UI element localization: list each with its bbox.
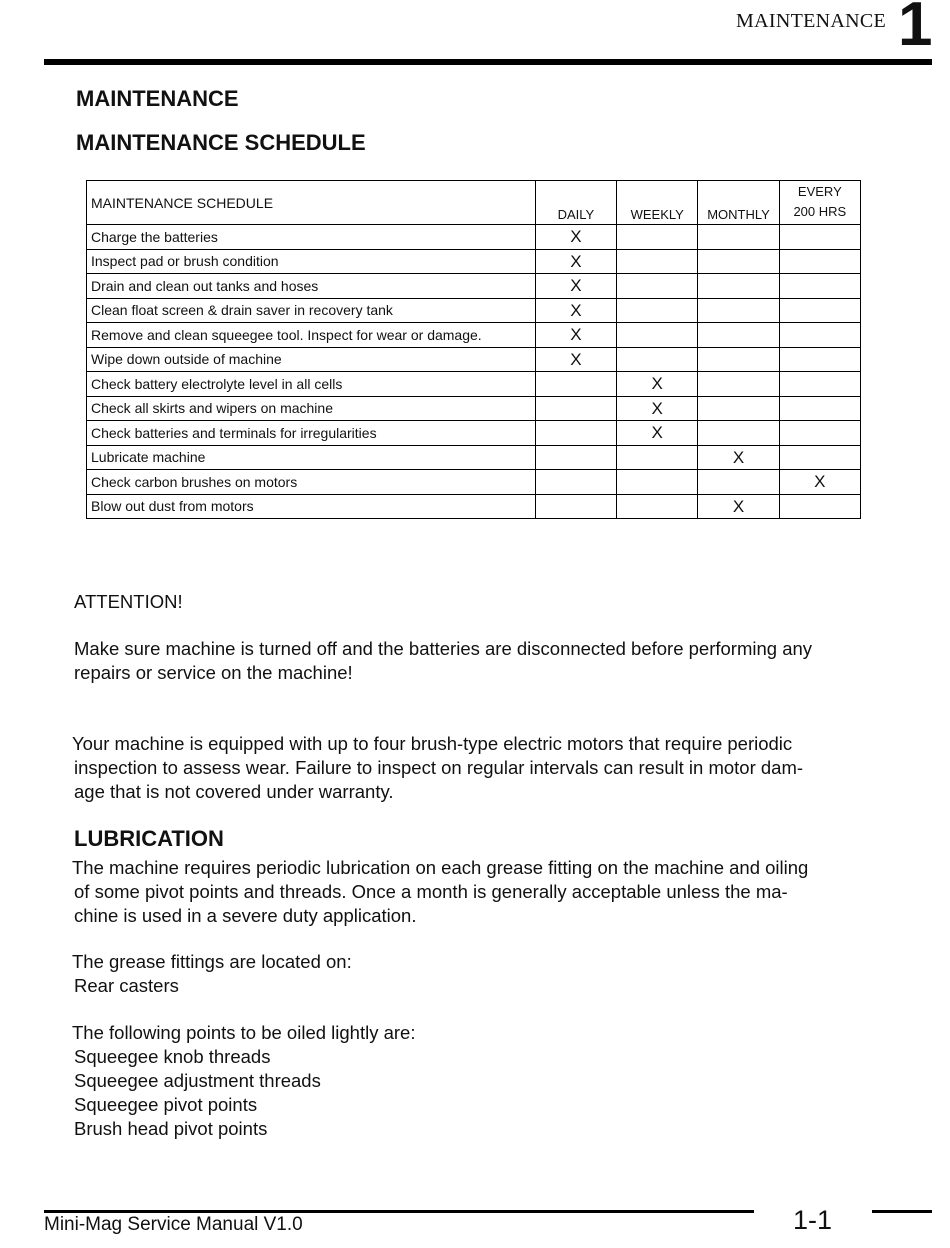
mark-cell-weekly: X bbox=[617, 372, 698, 397]
column-header-200-hrs-label: 200 HRS bbox=[793, 203, 847, 219]
mark-cell-every-200-hrs bbox=[779, 347, 860, 372]
table-row bbox=[87, 494, 861, 519]
mark-cell-every-200-hrs: X bbox=[779, 470, 860, 495]
task-cell: Blow out dust from motors bbox=[87, 494, 536, 519]
mark-cell-monthly: X bbox=[698, 445, 779, 470]
attention-title: ATTENTION! bbox=[74, 591, 183, 612]
attention-line-1: Make sure machine is turned off and the batteries are disconnected before performing any bbox=[74, 638, 813, 659]
lubrication-paragraph bbox=[72, 856, 872, 928]
mark-cell-monthly bbox=[698, 225, 779, 250]
mark-cell-every-200-hrs bbox=[779, 445, 860, 470]
list-item: Squeegee adjustment threads bbox=[74, 1070, 321, 1091]
column-header-monthly-label: MONTHLY bbox=[707, 207, 770, 222]
mark-cell-monthly bbox=[698, 421, 779, 446]
heading-maintenance-schedule: MAINTENANCE SCHEDULE bbox=[76, 130, 366, 155]
table-row bbox=[87, 445, 861, 470]
column-header-every-label: EVERY bbox=[797, 183, 842, 199]
mark-cell-weekly bbox=[617, 249, 698, 274]
mark-cell-daily bbox=[535, 372, 616, 397]
mark-cell-every-200-hrs bbox=[779, 494, 860, 519]
mark-cell-weekly bbox=[617, 470, 698, 495]
mark-cell-daily bbox=[535, 494, 616, 519]
mark-cell-weekly: X bbox=[617, 396, 698, 421]
list-item: Squeegee knob threads bbox=[74, 1046, 271, 1067]
header-rule bbox=[44, 59, 932, 65]
mark-cell-daily bbox=[535, 470, 616, 495]
task-cell: Check battery electrolyte level in all cells bbox=[87, 372, 536, 397]
mark-cell-weekly bbox=[617, 323, 698, 348]
oil-intro: The following points to be oiled lightly are: bbox=[72, 1022, 416, 1043]
column-header-every-200-hrs bbox=[779, 181, 860, 225]
mark-cell-monthly bbox=[698, 470, 779, 495]
mark-cell-daily bbox=[535, 445, 616, 470]
table-row bbox=[87, 396, 861, 421]
heading-lubrication: LUBRICATION bbox=[74, 826, 224, 851]
column-header-daily-label: DAILY bbox=[557, 207, 595, 222]
task-column-header: MAINTENANCE SCHEDULE bbox=[87, 181, 536, 225]
column-header-weekly-label: WEEKLY bbox=[630, 207, 684, 222]
task-cell: Drain and clean out tanks and hoses bbox=[87, 274, 536, 299]
mark-cell-every-200-hrs bbox=[779, 396, 860, 421]
mark-cell-daily: X bbox=[535, 323, 616, 348]
table-row bbox=[87, 323, 861, 348]
mark-cell-every-200-hrs bbox=[779, 421, 860, 446]
mark-cell-daily bbox=[535, 396, 616, 421]
footer-rule-right bbox=[872, 1210, 932, 1213]
table-row bbox=[87, 274, 861, 299]
motors-paragraph bbox=[72, 732, 872, 804]
mark-cell-every-200-hrs bbox=[779, 249, 860, 274]
task-cell: Check all skirts and wipers on machine bbox=[87, 396, 536, 421]
task-cell: Clean float screen & drain saver in recovery tank bbox=[87, 298, 536, 323]
footer-page-number: 1-1 bbox=[793, 1205, 833, 1235]
mark-cell-every-200-hrs bbox=[779, 372, 860, 397]
heading-maintenance: MAINTENANCE bbox=[76, 86, 239, 111]
mark-cell-weekly: X bbox=[617, 421, 698, 446]
mark-cell-every-200-hrs bbox=[779, 298, 860, 323]
mark-cell-weekly bbox=[617, 274, 698, 299]
list-item: Squeegee pivot points bbox=[74, 1094, 258, 1115]
lubrication-line-2: of some pivot points and threads. Once a month is generally acceptable unless the ma- bbox=[74, 881, 788, 902]
motors-line-2: inspection to assess wear. Failure to inspect on regular intervals can result in motor dam- bbox=[74, 757, 804, 778]
footer-manual-title: Mini-Mag Service Manual V1.0 bbox=[44, 1214, 303, 1235]
table-header-row bbox=[87, 181, 861, 225]
mark-cell-daily: X bbox=[535, 249, 616, 274]
table-body bbox=[87, 225, 861, 519]
maintenance-schedule-table bbox=[86, 180, 861, 519]
table-row bbox=[87, 347, 861, 372]
mark-cell-daily: X bbox=[535, 347, 616, 372]
task-cell: Charge the batteries bbox=[87, 225, 536, 250]
attention-text bbox=[74, 637, 874, 685]
table-row bbox=[87, 470, 861, 495]
oil-points-list bbox=[72, 1021, 872, 1141]
mark-cell-every-200-hrs bbox=[779, 225, 860, 250]
task-cell: Check batteries and terminals for irregularities bbox=[87, 421, 536, 446]
mark-cell-monthly bbox=[698, 372, 779, 397]
attention-line-2: repairs or service on the machine! bbox=[74, 662, 353, 683]
footer-rule-left bbox=[44, 1210, 754, 1213]
task-cell: Lubricate machine bbox=[87, 445, 536, 470]
mark-cell-monthly bbox=[698, 249, 779, 274]
mark-cell-weekly bbox=[617, 494, 698, 519]
task-cell: Remove and clean squeegee tool. Inspect for wear or damage. bbox=[87, 323, 536, 348]
mark-cell-monthly bbox=[698, 347, 779, 372]
table-row bbox=[87, 225, 861, 250]
column-header-monthly bbox=[698, 181, 779, 225]
task-cell: Wipe down outside of machine bbox=[87, 347, 536, 372]
mark-cell-every-200-hrs bbox=[779, 323, 860, 348]
grease-intro: The grease fittings are located on: bbox=[72, 951, 352, 972]
task-cell: Inspect pad or brush condition bbox=[87, 249, 536, 274]
mark-cell-daily: X bbox=[535, 274, 616, 299]
table-row bbox=[87, 421, 861, 446]
mark-cell-daily bbox=[535, 421, 616, 446]
table-row bbox=[87, 249, 861, 274]
mark-cell-weekly bbox=[617, 347, 698, 372]
column-header-weekly bbox=[617, 181, 698, 225]
mark-cell-monthly bbox=[698, 298, 779, 323]
task-cell: Check carbon brushes on motors bbox=[87, 470, 536, 495]
motors-line-1: Your machine is equipped with up to four brush-type electric motors that require periodic bbox=[72, 733, 793, 754]
mark-cell-monthly bbox=[698, 274, 779, 299]
list-item: Rear casters bbox=[74, 975, 179, 996]
mark-cell-monthly: X bbox=[698, 494, 779, 519]
section-number: 1 bbox=[898, 0, 933, 59]
mark-cell-daily: X bbox=[535, 225, 616, 250]
section-label: MAINTENANCE bbox=[736, 10, 886, 32]
column-header-daily bbox=[535, 181, 616, 225]
lubrication-line-1: The machine requires periodic lubrication on each grease fitting on the machine and oiling bbox=[72, 857, 809, 878]
table-row bbox=[87, 372, 861, 397]
table-row bbox=[87, 298, 861, 323]
mark-cell-weekly bbox=[617, 225, 698, 250]
mark-cell-weekly bbox=[617, 298, 698, 323]
lubrication-line-3: chine is used in a severe duty application. bbox=[74, 905, 417, 926]
mark-cell-monthly bbox=[698, 323, 779, 348]
motors-line-3: age that is not covered under warranty. bbox=[74, 781, 394, 802]
grease-fittings-list bbox=[72, 950, 872, 998]
list-item: Brush head pivot points bbox=[74, 1118, 268, 1139]
mark-cell-monthly bbox=[698, 396, 779, 421]
mark-cell-daily: X bbox=[535, 298, 616, 323]
mark-cell-weekly bbox=[617, 445, 698, 470]
mark-cell-every-200-hrs bbox=[779, 274, 860, 299]
